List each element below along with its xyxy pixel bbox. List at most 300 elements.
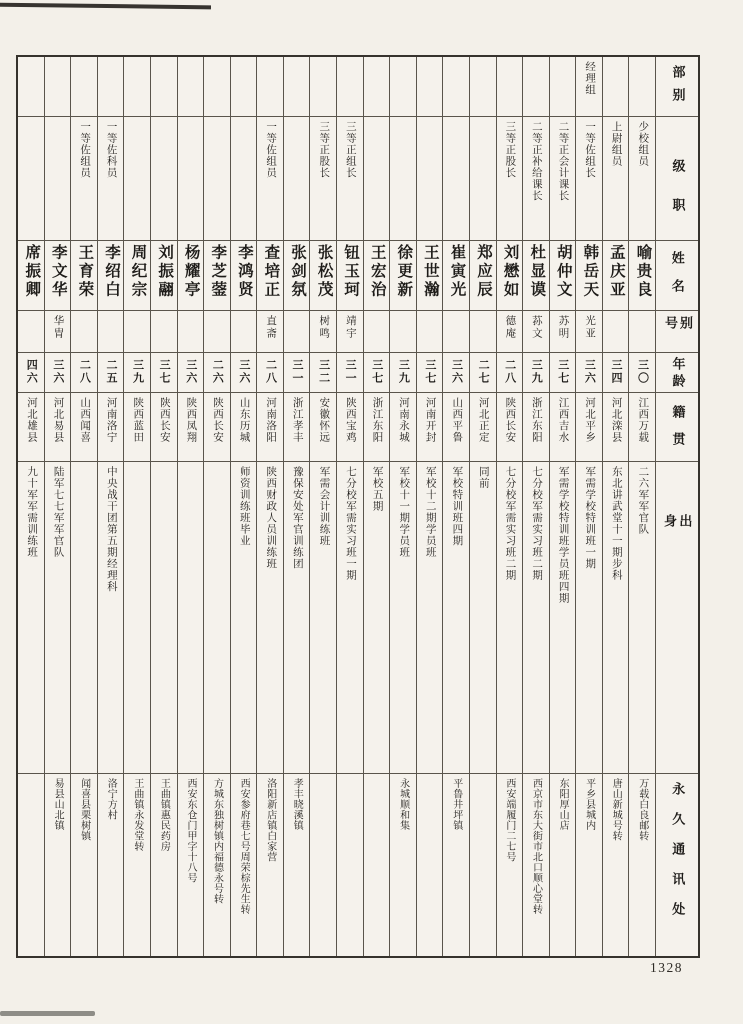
person-column: [283, 57, 310, 956]
person-rank-cell: [470, 117, 496, 241]
person-native-text: 陕西长安: [504, 396, 516, 443]
person-native-cell: [523, 393, 549, 463]
person-origin-cell: [470, 462, 496, 774]
person-age-cell: [523, 353, 549, 393]
person-unit-cell: [576, 57, 602, 117]
person-unit-cell: [443, 57, 469, 117]
person-addr-cell: [470, 774, 496, 956]
person-rank-cell: [629, 117, 655, 241]
person-rank-cell: [231, 117, 257, 241]
person-origin-cell: [390, 462, 416, 774]
person-origin-cell: [151, 462, 177, 774]
person-addr-text: 王曲镇惠民药房: [158, 777, 170, 852]
person-name-cell: [231, 241, 257, 311]
person-rank-text: 二等正会计课长: [557, 120, 569, 202]
person-name-text: 喻贵良: [634, 244, 652, 300]
person-addr-text: 平乡县城内: [583, 777, 595, 831]
person-native-cell: [18, 393, 44, 463]
person-rank-cell: [550, 117, 576, 241]
person-alias-cell: [124, 311, 150, 353]
person-addr-cell: [629, 774, 655, 956]
person-addr-cell: [124, 774, 150, 956]
person-native-text: 陕西宝鸡: [344, 396, 356, 443]
person-column: [469, 57, 496, 956]
field-label-cell: [656, 117, 698, 241]
field-label-cell: [656, 57, 698, 117]
person-column: [628, 57, 655, 956]
person-age-cell: [443, 353, 469, 393]
field-label-text: 出身: [662, 514, 693, 668]
person-addr-text: 方城东独树镇内福德永号转: [211, 777, 223, 904]
person-origin-text: 同前: [477, 466, 489, 490]
person-name-cell: [364, 241, 390, 311]
person-rank-cell: [178, 117, 204, 241]
person-rank-cell: [603, 117, 629, 241]
person-column: [44, 57, 71, 956]
person-native-text: 河南洛阳: [265, 396, 277, 443]
person-name-cell: [151, 241, 177, 311]
person-age-cell: [18, 353, 44, 393]
person-addr-cell: [603, 774, 629, 956]
person-name-cell: [629, 241, 655, 311]
person-origin-cell: [310, 462, 336, 774]
person-unit-cell: [417, 57, 443, 117]
person-age-text: 三六: [51, 358, 64, 385]
person-origin-cell: [443, 462, 469, 774]
person-age-cell: [124, 353, 150, 393]
person-rank-text: 一等佐组员: [79, 120, 91, 179]
person-addr-cell: [390, 774, 416, 956]
person-age-text: 二八: [503, 358, 516, 385]
person-origin-text: 军校十二期学员班: [424, 466, 436, 559]
person-addr-text: 易县山北镇: [52, 777, 64, 831]
person-origin-cell: [284, 462, 310, 774]
person-age-cell: [98, 353, 124, 393]
person-addr-text: 西京市东大街市北口顺心堂转: [530, 777, 542, 915]
person-alias-cell: [497, 311, 523, 353]
person-column: [177, 57, 204, 956]
person-unit-cell: [45, 57, 71, 117]
person-column: [70, 57, 97, 956]
person-column: [363, 57, 390, 956]
person-age-cell: [45, 353, 71, 393]
person-addr-cell: [45, 774, 71, 956]
person-age-cell: [550, 353, 576, 393]
person-addr-text: 唐山新城号转: [610, 777, 622, 841]
person-origin-cell: [124, 462, 150, 774]
person-name-cell: [98, 241, 124, 311]
person-column: [549, 57, 576, 956]
person-native-cell: [284, 393, 310, 463]
person-name-cell: [390, 241, 416, 311]
person-name-text: 张剑氛: [288, 244, 306, 300]
person-alias-cell: [337, 311, 363, 353]
person-name-text: 孟庆亚: [607, 244, 625, 300]
person-native-cell: [364, 393, 390, 463]
person-addr-text: 闻喜县栗树镇: [78, 777, 90, 841]
person-rank-text: 二等正补给课长: [530, 120, 542, 202]
person-alias-cell: [550, 311, 576, 353]
person-origin-cell: [18, 462, 44, 774]
field-label-cell: [656, 241, 698, 311]
person-age-cell: [417, 353, 443, 393]
person-addr-cell: [178, 774, 204, 956]
person-origin-text: 东北讲武堂十一期步科: [610, 466, 622, 582]
person-addr-cell: [337, 774, 363, 956]
person-unit-cell: [98, 57, 124, 117]
person-rank-cell: [71, 117, 97, 241]
person-column: [203, 57, 230, 956]
person-origin-cell: [337, 462, 363, 774]
person-name-text: 徐更新: [395, 244, 413, 300]
person-origin-cell: [98, 462, 124, 774]
person-alias-cell: [284, 311, 310, 353]
person-addr-cell: [364, 774, 390, 956]
person-alias-cell: [629, 311, 655, 353]
person-native-cell: [603, 393, 629, 463]
person-name-cell: [18, 241, 44, 311]
person-unit-cell: [470, 57, 496, 117]
person-name-cell: [284, 241, 310, 311]
person-native-text: 河南洛宁: [105, 396, 117, 443]
person-name-text: 王育荣: [76, 244, 94, 300]
person-column: [522, 57, 549, 956]
person-native-text: 河北正定: [477, 396, 489, 443]
person-native-text: 河北雄县: [25, 396, 37, 443]
person-addr-cell: [71, 774, 97, 956]
person-unit-cell: [18, 57, 44, 117]
person-alias-cell: [364, 311, 390, 353]
person-addr-text: 平鲁井坪镇: [450, 777, 462, 831]
field-label-cell: [656, 393, 698, 463]
person-native-cell: [310, 393, 336, 463]
person-name-cell: [257, 241, 283, 311]
person-alias-cell: [71, 311, 97, 353]
person-age-text: 二六: [211, 358, 224, 385]
person-age-text: 二八: [78, 358, 91, 385]
person-age-cell: [497, 353, 523, 393]
person-origin-cell: [364, 462, 390, 774]
person-addr-cell: [231, 774, 257, 956]
person-rank-text: 少校组员: [637, 120, 649, 167]
person-unit-cell: [337, 57, 363, 117]
person-origin-cell: [231, 462, 257, 774]
person-native-cell: [124, 393, 150, 463]
person-name-cell: [204, 241, 230, 311]
person-native-cell: [470, 393, 496, 463]
person-rank-text: 一等佐科员: [105, 120, 117, 179]
page-number: 1328: [650, 960, 683, 975]
person-age-cell: [231, 353, 257, 393]
person-alias-cell: [417, 311, 443, 353]
person-addr-cell: [497, 774, 523, 956]
person-alias-text: 华胄: [52, 314, 64, 340]
person-addr-text: 永城顺和集: [397, 777, 409, 831]
person-alias-text: 直斋: [265, 314, 277, 340]
person-alias-cell: [603, 311, 629, 353]
person-origin-text: 陆军七七军军官队: [52, 466, 64, 559]
person-column: [18, 57, 44, 956]
person-native-text: 河北易县: [52, 396, 64, 443]
person-native-text: 河南开封: [424, 396, 436, 443]
person-origin-cell: [523, 462, 549, 774]
person-origin-cell: [497, 462, 523, 774]
person-rank-text: 上尉组员: [610, 120, 622, 167]
person-column: [389, 57, 416, 956]
person-age-cell: [178, 353, 204, 393]
person-name-text: 杜显谟: [528, 244, 546, 300]
person-addr-cell: [204, 774, 230, 956]
person-age-cell: [390, 353, 416, 393]
person-age-text: 二五: [104, 358, 117, 385]
person-rank-text: 三等正组长: [344, 120, 356, 179]
person-rank-cell: [18, 117, 44, 241]
person-column: [150, 57, 177, 956]
person-native-cell: [390, 393, 416, 463]
person-age-text: 三七: [370, 358, 383, 385]
person-native-cell: [443, 393, 469, 463]
person-column: [256, 57, 283, 956]
person-age-text: 四六: [25, 358, 38, 385]
person-alias-text: 荪文: [530, 314, 542, 340]
person-alias-cell: [576, 311, 602, 353]
person-native-text: 浙江东阳: [371, 396, 383, 443]
person-age-cell: [337, 353, 363, 393]
person-name-cell: [576, 241, 602, 311]
person-rank-cell: [337, 117, 363, 241]
person-native-cell: [550, 393, 576, 463]
person-native-text: 陕西长安: [211, 396, 223, 443]
person-column: [230, 57, 257, 956]
person-addr-cell: [550, 774, 576, 956]
person-name-text: 李绍白: [102, 244, 120, 300]
person-native-cell: [576, 393, 602, 463]
person-native-cell: [257, 393, 283, 463]
person-addr-cell: [18, 774, 44, 956]
person-age-cell: [629, 353, 655, 393]
person-native-text: 浙江孝丰: [291, 396, 303, 443]
person-native-text: 河北平乡: [584, 396, 596, 443]
person-name-text: 杨耀亭: [182, 244, 200, 300]
person-native-text: 山东历城: [238, 396, 250, 443]
person-origin-text: 军需会计训练班: [318, 466, 330, 547]
person-column: [309, 57, 336, 956]
person-column: [97, 57, 124, 956]
scan-artifact-top: [0, 3, 211, 10]
person-age-cell: [576, 353, 602, 393]
person-alias-cell: [45, 311, 71, 353]
person-origin-text: 九十军军需训练班: [26, 466, 38, 559]
field-label-text: 别号: [663, 315, 693, 334]
field-label-cell: [656, 774, 698, 956]
person-native-text: 浙江东阳: [530, 396, 542, 443]
person-native-cell: [151, 393, 177, 463]
person-name-text: 张松茂: [315, 244, 333, 300]
person-alias-text: 苏明: [557, 314, 569, 340]
person-name-cell: [310, 241, 336, 311]
person-name-cell: [124, 241, 150, 311]
person-age-cell: [71, 353, 97, 393]
person-rank-cell: [390, 117, 416, 241]
header-column: [655, 57, 698, 956]
field-label-text: 级职: [670, 158, 686, 237]
person-rank-cell: [443, 117, 469, 241]
person-rank-cell: [523, 117, 549, 241]
person-rank-cell: [497, 117, 523, 241]
person-native-cell: [417, 393, 443, 463]
field-label-cell: [656, 462, 698, 774]
person-rank-cell: [98, 117, 124, 241]
person-unit-cell: [178, 57, 204, 117]
field-label-cell: [656, 353, 698, 393]
person-native-text: 陕西长安: [158, 396, 170, 443]
person-name-text: 郑应辰: [475, 244, 493, 300]
person-name-cell: [470, 241, 496, 311]
person-unit-cell: [550, 57, 576, 117]
person-origin-text: 七分校军需实习班二期: [504, 466, 516, 582]
person-alias-cell: [18, 311, 44, 353]
person-origin-cell: [204, 462, 230, 774]
person-name-cell: [523, 241, 549, 311]
person-age-text: 三七: [556, 358, 569, 385]
person-origin-cell: [417, 462, 443, 774]
person-name-text: 胡仲文: [554, 244, 572, 300]
person-name-cell: [603, 241, 629, 311]
person-rank-cell: [45, 117, 71, 241]
person-name-text: 李鸿贤: [235, 244, 253, 300]
person-rank-cell: [364, 117, 390, 241]
person-rank-cell: [310, 117, 336, 241]
person-name-cell: [337, 241, 363, 311]
person-rank-cell: [257, 117, 283, 241]
person-addr-cell: [576, 774, 602, 956]
person-native-cell: [71, 393, 97, 463]
person-rank-text: 一等佐组员: [265, 120, 277, 179]
person-alias-text: 树鸣: [318, 314, 330, 340]
person-native-text: 山西平鲁: [451, 396, 463, 443]
field-label-text: 姓名: [669, 251, 685, 308]
person-native-text: 安徽怀远: [318, 396, 330, 443]
person-origin-text: 军校五期: [371, 466, 383, 513]
person-age-text: 三四: [609, 358, 622, 385]
person-name-text: 崔寅光: [448, 244, 466, 300]
person-native-cell: [178, 393, 204, 463]
person-name-cell: [417, 241, 443, 311]
person-native-cell: [497, 393, 523, 463]
person-alias-cell: [310, 311, 336, 353]
person-native-cell: [204, 393, 230, 463]
person-column: [602, 57, 629, 956]
person-native-text: 陕西蓝田: [132, 396, 144, 443]
person-unit-cell: [497, 57, 523, 117]
person-age-cell: [284, 353, 310, 393]
person-alias-text: 光亚: [584, 314, 596, 340]
person-rank-cell: [151, 117, 177, 241]
person-alias-cell: [204, 311, 230, 353]
person-age-cell: [470, 353, 496, 393]
person-unit-cell: [603, 57, 629, 117]
person-rank-cell: [124, 117, 150, 241]
person-unit-cell: [151, 57, 177, 117]
person-unit-cell: [71, 57, 97, 117]
person-native-text: 山西闻喜: [79, 396, 91, 443]
person-rank-cell: [417, 117, 443, 241]
person-column: [496, 57, 523, 956]
person-unit-cell: [124, 57, 150, 117]
person-age-text: 三七: [423, 358, 436, 385]
person-name-text: 韩岳天: [581, 244, 599, 300]
field-label-text: 部别: [670, 65, 686, 111]
person-rank-cell: [576, 117, 602, 241]
person-name-text: 王世瀚: [421, 244, 439, 300]
person-unit-cell: [629, 57, 655, 117]
person-origin-text: 七分校军需实习班一期: [345, 466, 357, 582]
person-addr-cell: [443, 774, 469, 956]
person-origin-text: 中央战干团第五期经理科: [105, 466, 117, 593]
person-age-text: 三六: [583, 358, 596, 385]
person-origin-cell: [576, 462, 602, 774]
person-unit-cell: [257, 57, 283, 117]
person-addr-cell: [310, 774, 336, 956]
person-rank-cell: [284, 117, 310, 241]
person-alias-cell: [151, 311, 177, 353]
person-unit-text: 经理组: [584, 61, 596, 96]
person-unit-cell: [204, 57, 230, 117]
person-origin-cell: [178, 462, 204, 774]
person-age-text: 二八: [264, 358, 277, 385]
person-unit-cell: [523, 57, 549, 117]
person-age-text: 三二: [317, 358, 330, 385]
person-age-text: 三七: [158, 358, 171, 385]
person-age-cell: [603, 353, 629, 393]
person-native-text: 河南永城: [398, 396, 410, 443]
person-origin-cell: [550, 462, 576, 774]
person-addr-text: 王曲镇永发堂转: [131, 777, 143, 852]
person-name-text: 钮玉珂: [342, 244, 360, 300]
person-origin-cell: [629, 462, 655, 774]
person-origin-text: 陕西财政人员训练班: [265, 466, 277, 570]
person-native-cell: [337, 393, 363, 463]
person-age-text: 三九: [131, 358, 144, 385]
person-age-cell: [364, 353, 390, 393]
person-age-cell: [310, 353, 336, 393]
person-native-text: 河北滦县: [610, 396, 622, 443]
person-origin-text: 军需学校特训班一期: [584, 466, 596, 570]
person-alias-text: 德庵: [504, 314, 516, 340]
person-alias-cell: [390, 311, 416, 353]
person-origin-cell: [257, 462, 283, 774]
person-name-cell: [497, 241, 523, 311]
person-native-text: 陕西凤翔: [185, 396, 197, 443]
person-rank-text: 三等正股长: [504, 120, 516, 179]
person-addr-cell: [523, 774, 549, 956]
person-addr-text: 洛宁方村: [105, 777, 117, 820]
person-age-cell: [204, 353, 230, 393]
person-addr-text: 万载白良邮转: [636, 777, 648, 841]
person-name-text: 周纪宗: [129, 244, 147, 300]
person-origin-text: 军校特训班四期: [451, 466, 463, 547]
person-native-cell: [45, 393, 71, 463]
person-column: [575, 57, 602, 956]
person-name-cell: [178, 241, 204, 311]
person-column: [336, 57, 363, 956]
person-addr-text: 西安参府巷七号周荣棕先生转: [238, 777, 250, 915]
person-unit-cell: [310, 57, 336, 117]
person-age-text: 二七: [477, 358, 490, 385]
person-column: [123, 57, 150, 956]
person-name-cell: [550, 241, 576, 311]
person-rank-cell: [204, 117, 230, 241]
